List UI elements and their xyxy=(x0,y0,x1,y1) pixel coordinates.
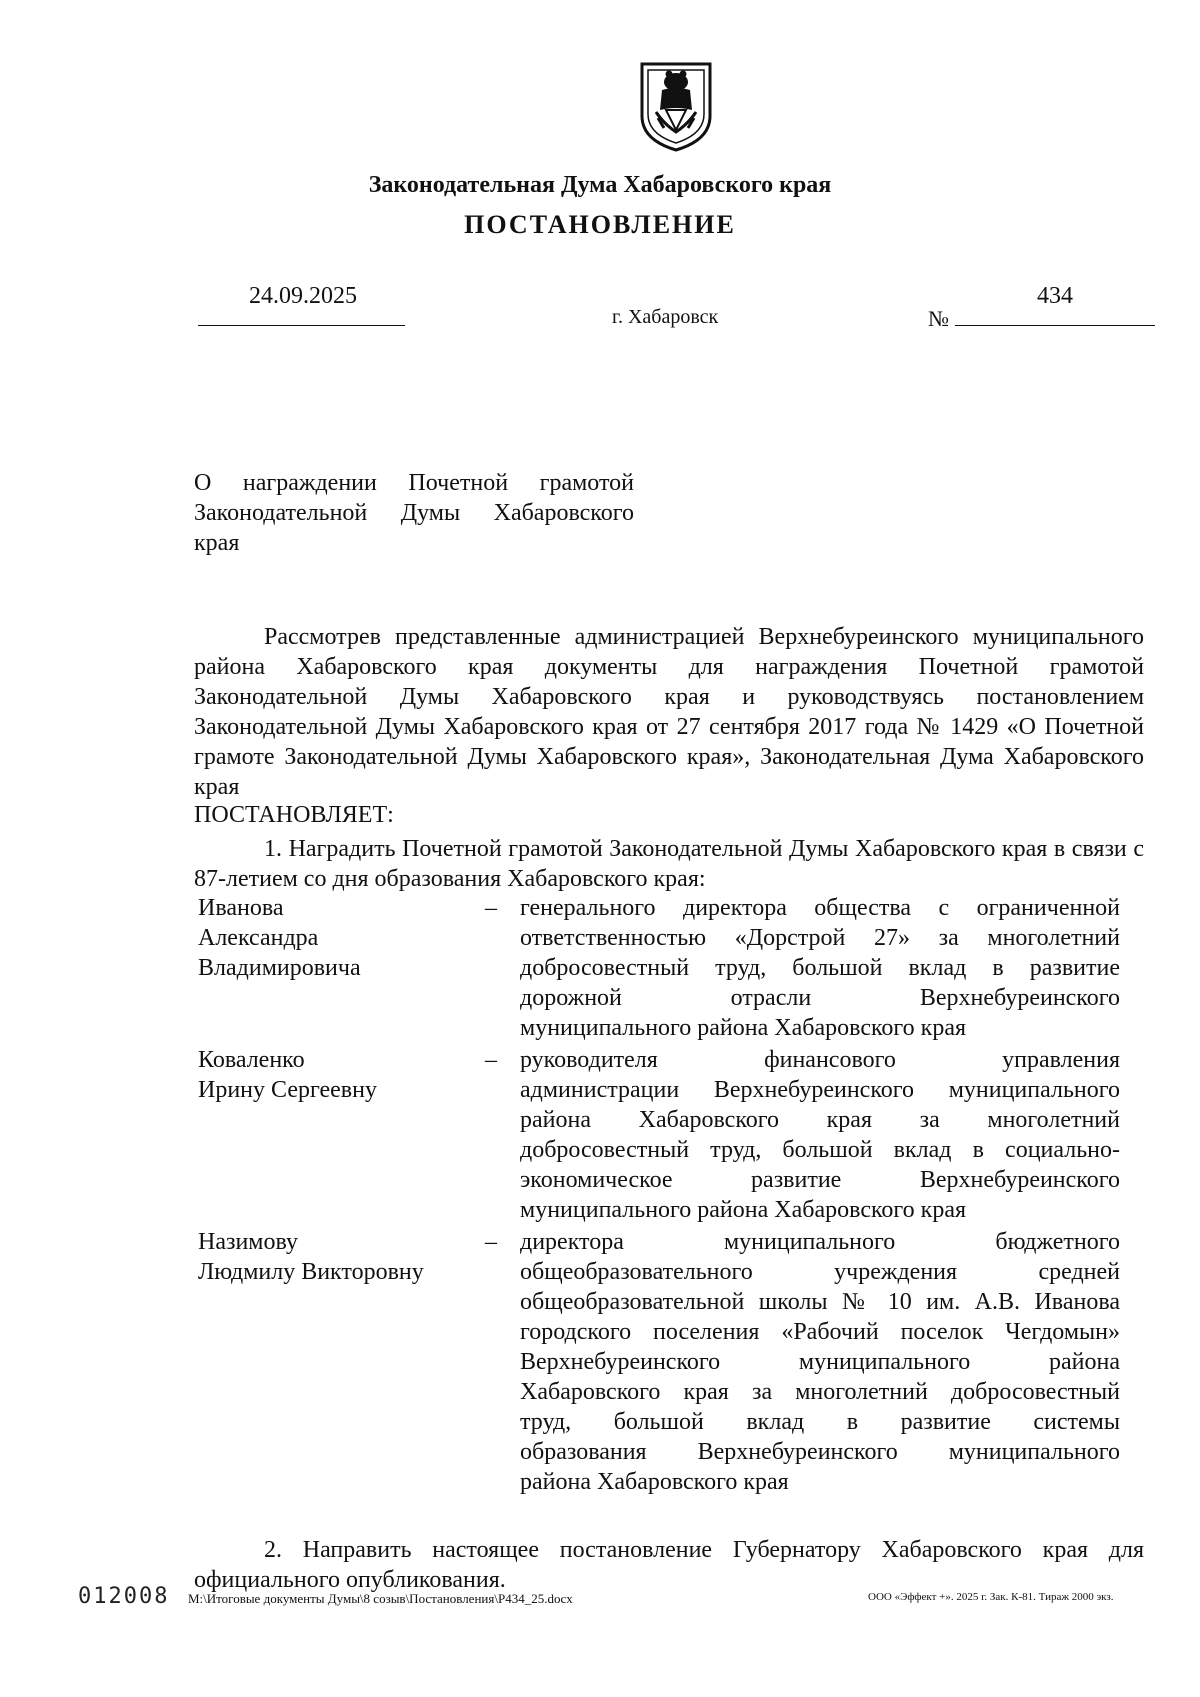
awardee-dash: – xyxy=(485,1229,497,1255)
awardee-name-line: Александра xyxy=(198,925,319,951)
awardee-name-line: Владимировича xyxy=(198,955,361,981)
awardee-name-line: Назимову xyxy=(198,1229,299,1255)
awardee-desc-line: дорожной отрасли Верхнебуреинского xyxy=(520,985,1120,1011)
awardee-name xyxy=(198,1045,468,1105)
awardee-desc-line: общеобразовательного учреждения средней xyxy=(520,1259,1120,1285)
organization-name: Законодательная Дума Хабаровского края xyxy=(368,172,832,198)
registration-stamp: 012008 xyxy=(78,1584,170,1609)
date-underline xyxy=(198,325,405,326)
awardee-desc-line: района Хабаровского края за многолетний xyxy=(520,1107,1120,1133)
document-subject xyxy=(194,468,634,558)
subject-line: О награждении Почетной грамотой xyxy=(194,470,634,496)
awardee-desc-line: ответственностью «Дорстрой 27» за многолетний xyxy=(520,925,1120,951)
subject-line: края xyxy=(194,530,240,556)
number-sign: № xyxy=(928,306,949,331)
file-path: M:\Итоговые документы Думы\8 созыв\Постановления\P434_25.docx xyxy=(188,1591,573,1606)
awardee-name xyxy=(198,1227,468,1287)
coat-of-arms-icon xyxy=(636,58,716,154)
awardee-desc-line: образования Верхнебуреинского муниципального xyxy=(520,1439,1120,1465)
document-number: 434 xyxy=(1037,283,1073,309)
awardee-desc-line: экономическое развитие Верхнебуреинского xyxy=(520,1167,1120,1193)
awardee-name-line: Ирину Сергеевну xyxy=(198,1077,377,1103)
printer-info: ООО «Эффект +». 2025 г. Зак. К-81. Тираж 2000 экз. xyxy=(868,1591,1114,1603)
awardee-desc-line: городского поселения «Рабочий поселок Чегдомын» xyxy=(520,1319,1120,1345)
awardee-desc-line: добросовестный труд, большой вклад в развитие xyxy=(520,955,1120,981)
document-city: г. Хабаровск xyxy=(612,306,719,328)
preamble-paragraph: Рассмотрев представленные администрацией Верхнебуреинского муниципального района Хабаровского края документы для награждения Почетной грамотой Законодательной Думы Хабаровского края и руководствуясь постановлением Законодательной Думы Хабаровского края от 27 сентября 2017 года № 1429 «О Почетной грамоте Законодательной Думы Хабаровского края», Законодательная Дума Хабаровского края xyxy=(194,624,1144,800)
awardee-description xyxy=(520,1045,1120,1195)
awardee-desc-line: Верхнебуреинского муниципального района xyxy=(520,1349,1120,1375)
awardee-name-line: Иванова xyxy=(198,895,284,921)
awardee-desc-line: муниципального района Хабаровского края xyxy=(520,1015,967,1041)
awardee-desc-line: добросовестный труд, большой вклад в социально- xyxy=(520,1137,1120,1163)
awardee-name-line: Коваленко xyxy=(198,1047,305,1073)
awardee-desc-line: Хабаровского края за многолетний добросовестный xyxy=(520,1379,1120,1405)
awardee-desc-line: района Хабаровского края xyxy=(520,1469,789,1495)
awardee-description xyxy=(520,1227,1120,1467)
awardee-desc-line: генерального директора общества с ограниченной xyxy=(520,895,1120,921)
awardee-desc-line: общеобразовательной школы № 10 им. А.В. Иванова xyxy=(520,1289,1120,1315)
awardee-desc-line: руководителя финансового управления xyxy=(520,1047,1120,1073)
item-1-paragraph: 1. Наградить Почетной грамотой Законодательной Думы Хабаровского края в связи с 87-летием со дня образования Хабаровского края: xyxy=(194,836,1144,892)
awardee-name-line: Людмилу Викторовну xyxy=(198,1259,424,1285)
awardee-description xyxy=(520,893,1120,1013)
resolves-label: ПОСТАНОВЛЯЕТ: xyxy=(194,802,394,828)
awardee-desc-line: директора муниципального бюджетного xyxy=(520,1229,1120,1255)
awardee-desc-line: муниципального района Хабаровского края xyxy=(520,1197,967,1223)
awardee-name xyxy=(198,893,468,983)
awardee-desc-line: администрации Верхнебуреинского муниципального xyxy=(520,1077,1120,1103)
document-type: ПОСТАНОВЛЕНИЕ xyxy=(464,210,736,239)
item-2-paragraph: 2. Направить настоящее постановление Губернатору Хабаровского края для официального опубликования. xyxy=(194,1537,1144,1593)
awardee-desc-line: труд, большой вклад в развитие системы xyxy=(520,1409,1120,1435)
awardee-dash: – xyxy=(485,1047,497,1073)
document-date: 24.09.2025 xyxy=(249,283,357,309)
subject-line: Законодательной Думы Хабаровского xyxy=(194,500,634,526)
number-underline xyxy=(955,325,1155,326)
awardee-dash: – xyxy=(485,895,497,921)
